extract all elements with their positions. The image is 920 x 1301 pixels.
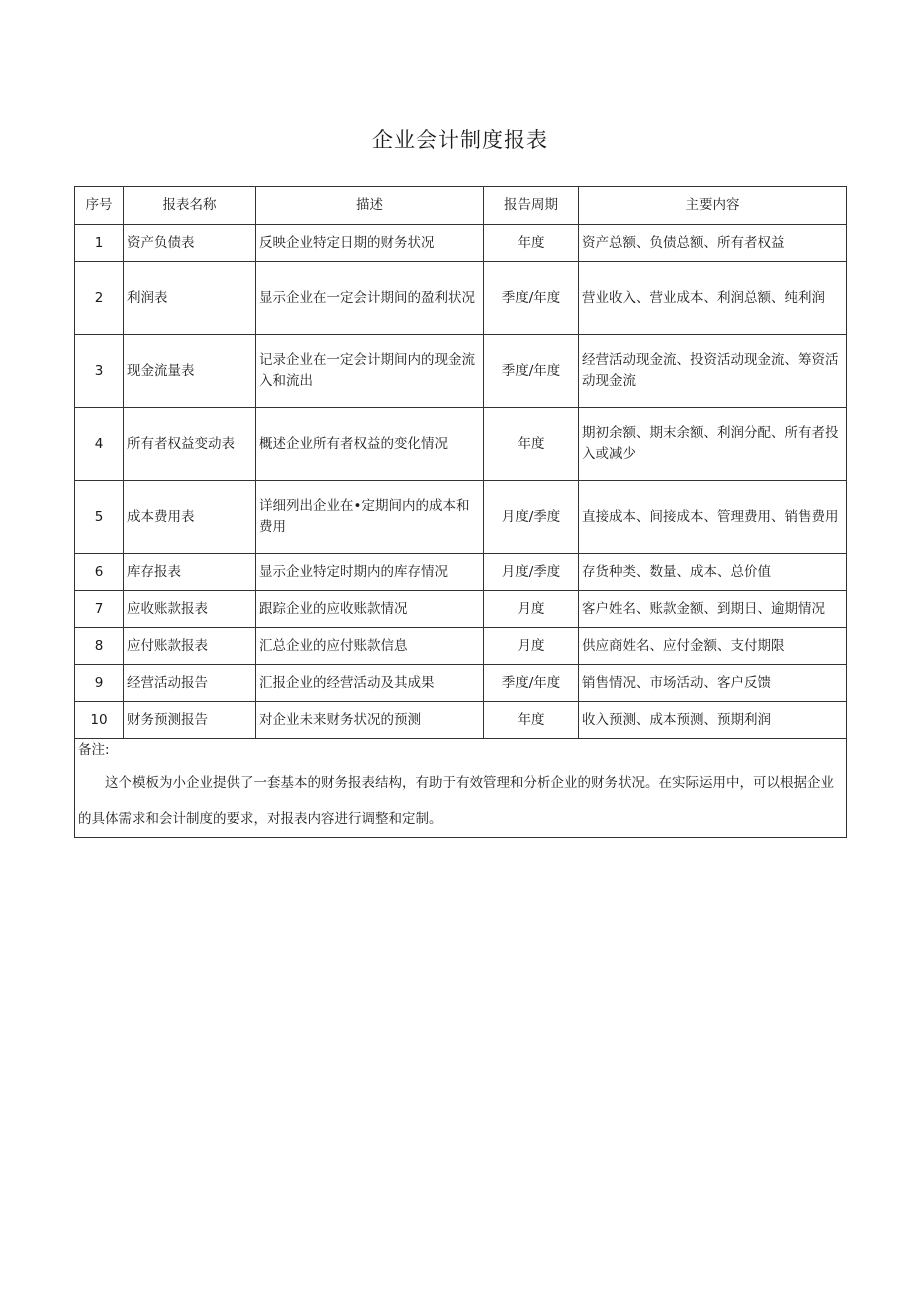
report-table bbox=[74, 186, 847, 838]
table-header-row bbox=[75, 187, 847, 225]
cell-no: 1 bbox=[75, 225, 124, 262]
cell-name: 成本费用表 bbox=[124, 481, 256, 554]
cell-content: 收入预测、成本预测、预期利润 bbox=[579, 702, 847, 739]
notes-row bbox=[75, 739, 847, 838]
cell-period: 年度 bbox=[484, 702, 579, 739]
cell-period: 季度/年度 bbox=[484, 665, 579, 702]
cell-period: 月度 bbox=[484, 591, 579, 628]
page-title: 企业会计制度报表 bbox=[372, 128, 548, 152]
cell-desc: 详细列出企业在•定期间内的成本和费用 bbox=[256, 481, 484, 554]
cell-name: 现金流量表 bbox=[124, 335, 256, 408]
header-desc: 描述 bbox=[256, 187, 484, 225]
header-no: 序号 bbox=[75, 187, 124, 225]
cell-desc: 记录企业在一定会计期间内的现金流入和流出 bbox=[256, 335, 484, 408]
cell-no: 10 bbox=[75, 702, 124, 739]
table-row bbox=[75, 225, 847, 262]
cell-name: 利润表 bbox=[124, 262, 256, 335]
notes-cell bbox=[75, 739, 847, 838]
table-row bbox=[75, 591, 847, 628]
table-row bbox=[75, 335, 847, 408]
cell-desc: 显示企业在一定会计期间的盈利状况 bbox=[256, 262, 484, 335]
cell-content: 经营活动现金流、投资活动现金流、筹资活动现金流 bbox=[579, 335, 847, 408]
cell-no: 8 bbox=[75, 628, 124, 665]
cell-desc: 显示企业特定时期内的库存情况 bbox=[256, 554, 484, 591]
cell-name: 应付账款报表 bbox=[124, 628, 256, 665]
cell-name: 资产负债表 bbox=[124, 225, 256, 262]
table-row bbox=[75, 628, 847, 665]
cell-period: 月度 bbox=[484, 628, 579, 665]
cell-desc: 反映企业特定日期的财务状况 bbox=[256, 225, 484, 262]
cell-period: 季度/年度 bbox=[484, 262, 579, 335]
cell-content: 供应商姓名、应付金额、支付期限 bbox=[579, 628, 847, 665]
notes-label: 备注: bbox=[78, 742, 110, 758]
cell-no: 4 bbox=[75, 408, 124, 481]
table-row bbox=[75, 702, 847, 739]
cell-name: 应收账款报表 bbox=[124, 591, 256, 628]
cell-name: 财务预测报告 bbox=[124, 702, 256, 739]
table-row bbox=[75, 665, 847, 702]
cell-content: 销售情况、市场活动、客户反馈 bbox=[579, 665, 847, 702]
cell-desc: 汇报企业的经营活动及其成果 bbox=[256, 665, 484, 702]
table-row bbox=[75, 554, 847, 591]
header-content: 主要内容 bbox=[579, 187, 847, 225]
cell-content: 存货种类、数量、成本、总价值 bbox=[579, 554, 847, 591]
header-name: 报表名称 bbox=[124, 187, 256, 225]
cell-period: 年度 bbox=[484, 225, 579, 262]
cell-no: 5 bbox=[75, 481, 124, 554]
cell-no: 3 bbox=[75, 335, 124, 408]
table-row bbox=[75, 262, 847, 335]
cell-desc: 对企业未来财务状况的预测 bbox=[256, 702, 484, 739]
cell-period: 月度/季度 bbox=[484, 554, 579, 591]
header-period: 报告周期 bbox=[484, 187, 579, 225]
cell-no: 6 bbox=[75, 554, 124, 591]
notes-text: 这个模板为小企业提供了一套基本的财务报表结构，有助于有效管理和分析企业的财务状况。在实际运用中，可以根据企业的具体需求和会计制度的要求，对报表内容进行调整和定制。 bbox=[78, 775, 834, 827]
cell-content: 期初余额、期末余额、利润分配、所有者投入或减少 bbox=[579, 408, 847, 481]
cell-period: 季度/年度 bbox=[484, 335, 579, 408]
cell-period: 年度 bbox=[484, 408, 579, 481]
cell-desc: 跟踪企业的应收账款情况 bbox=[256, 591, 484, 628]
table-row bbox=[75, 481, 847, 554]
cell-desc: 概述企业所有者权益的变化情况 bbox=[256, 408, 484, 481]
cell-name: 经营活动报告 bbox=[124, 665, 256, 702]
cell-content: 资产总额、负债总额、所有者权益 bbox=[579, 225, 847, 262]
cell-no: 2 bbox=[75, 262, 124, 335]
cell-content: 客户姓名、账款金额、到期日、逾期情况 bbox=[579, 591, 847, 628]
cell-no: 7 bbox=[75, 591, 124, 628]
cell-name: 所有者权益变动表 bbox=[124, 408, 256, 481]
cell-no: 9 bbox=[75, 665, 124, 702]
cell-content: 直接成本、间接成本、管理费用、销售费用 bbox=[579, 481, 847, 554]
table-row bbox=[75, 408, 847, 481]
cell-desc: 汇总企业的应付账款信息 bbox=[256, 628, 484, 665]
cell-name: 库存报表 bbox=[124, 554, 256, 591]
cell-content: 营业收入、营业成本、利润总额、纯利润 bbox=[579, 262, 847, 335]
cell-period: 月度/季度 bbox=[484, 481, 579, 554]
